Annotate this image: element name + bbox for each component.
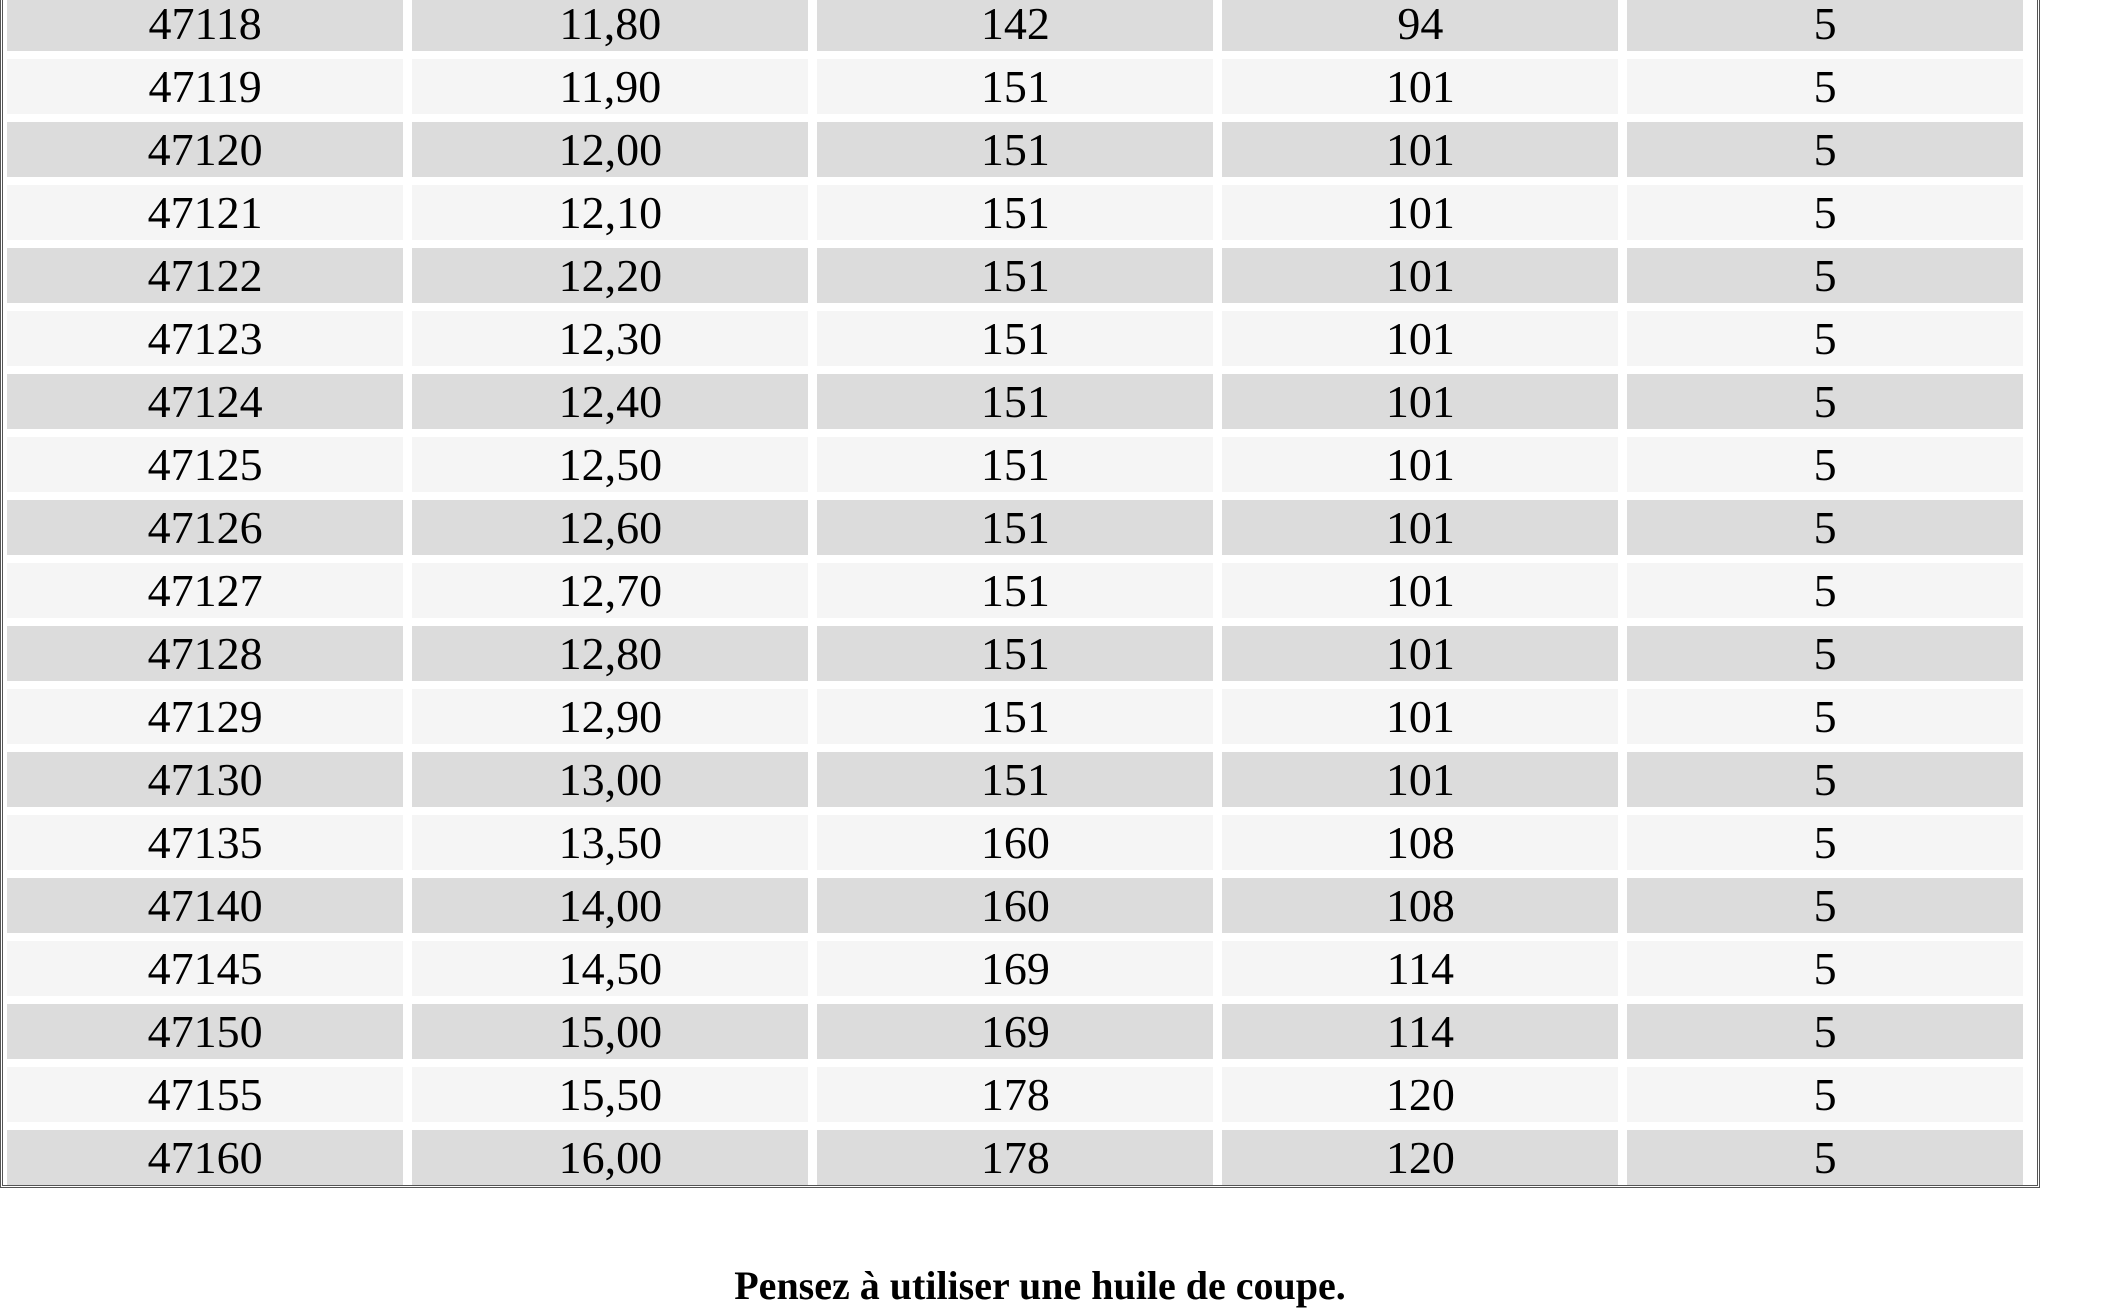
table-cell: 101 [1222,500,1618,555]
table-cell: 94 [1222,0,1618,51]
table-row [7,752,2023,807]
table-cell: 101 [1222,752,1618,807]
table-cell: 47150 [7,1004,403,1059]
table-cell: 5 [1627,815,2023,870]
table-cell: 151 [817,122,1213,177]
table-cell: 5 [1627,311,2023,366]
table-row [7,689,2023,744]
table-cell: 47135 [7,815,403,870]
table-cell: 47123 [7,311,403,366]
table-cell: 151 [817,311,1213,366]
table-cell: 5 [1627,59,2023,114]
table-cell: 114 [1222,941,1618,996]
table-cell: 160 [817,878,1213,933]
table-cell: 12,50 [412,437,808,492]
table-row [7,941,2023,996]
table-cell: 47127 [7,563,403,618]
table-cell: 101 [1222,185,1618,240]
table-cell: 151 [817,59,1213,114]
table-cell: 47125 [7,437,403,492]
table-cell: 5 [1627,374,2023,429]
table-cell: 169 [817,1004,1213,1059]
table-row [7,122,2023,177]
table-cell: 47130 [7,752,403,807]
table-row [7,311,2023,366]
table-cell: 13,50 [412,815,808,870]
table-cell: 16,00 [412,1130,808,1185]
table-cell: 5 [1627,1130,2023,1185]
table-cell: 12,80 [412,626,808,681]
table-cell: 47118 [7,0,403,51]
table-row [7,374,2023,429]
table-cell: 47155 [7,1067,403,1122]
table-cell: 47145 [7,941,403,996]
table-cell: 11,90 [412,59,808,114]
table-cell: 169 [817,941,1213,996]
table-cell: 114 [1222,1004,1618,1059]
table-cell: 142 [817,0,1213,51]
table-cell: 12,20 [412,248,808,303]
table-cell: 160 [817,815,1213,870]
table-cell: 5 [1627,248,2023,303]
table-cell: 5 [1627,1004,2023,1059]
table-cell: 12,90 [412,689,808,744]
table-cell: 101 [1222,374,1618,429]
table-row [7,0,2023,51]
table-cell: 151 [817,500,1213,555]
table-cell: 47122 [7,248,403,303]
table-cell: 12,60 [412,500,808,555]
table-cell: 5 [1627,437,2023,492]
table-cell: 5 [1627,1067,2023,1122]
table-cell: 5 [1627,563,2023,618]
table-row [7,1130,2023,1185]
data-table-body [7,0,2023,1185]
table-cell: 15,00 [412,1004,808,1059]
table-cell: 15,50 [412,1067,808,1122]
table-row [7,815,2023,870]
table-cell: 5 [1627,122,2023,177]
table-cell: 101 [1222,248,1618,303]
table-cell: 101 [1222,59,1618,114]
table-cell: 151 [817,626,1213,681]
table-cell: 47128 [7,626,403,681]
table-row [7,185,2023,240]
table-cell: 13,00 [412,752,808,807]
table-cell: 47129 [7,689,403,744]
table-cell: 101 [1222,122,1618,177]
table-row [7,500,2023,555]
table-cell: 108 [1222,878,1618,933]
table-row [7,878,2023,933]
table-cell: 101 [1222,626,1618,681]
table-row [7,437,2023,492]
table-cell: 120 [1222,1130,1618,1185]
table-cell: 12,70 [412,563,808,618]
table-cell: 151 [817,248,1213,303]
table-cell: 151 [817,185,1213,240]
table-cell: 47160 [7,1130,403,1185]
table-cell: 151 [817,752,1213,807]
table-cell: 12,40 [412,374,808,429]
table-cell: 108 [1222,815,1618,870]
table-cell: 151 [817,689,1213,744]
table-cell: 5 [1627,185,2023,240]
table-cell: 47124 [7,374,403,429]
table-cell: 5 [1627,0,2023,51]
table-cell: 5 [1627,941,2023,996]
table-cell: 5 [1627,878,2023,933]
table-cell: 47126 [7,500,403,555]
table-row [7,626,2023,681]
table-cell: 5 [1627,752,2023,807]
table-row [7,248,2023,303]
table-cell: 178 [817,1067,1213,1122]
table-cell: 14,00 [412,878,808,933]
table-cell: 47120 [7,122,403,177]
table-cell: 47140 [7,878,403,933]
table-cell: 11,80 [412,0,808,51]
table-cell: 5 [1627,500,2023,555]
table-cell: 151 [817,437,1213,492]
table-cell: 151 [817,374,1213,429]
table-cell: 5 [1627,689,2023,744]
table-cell: 101 [1222,689,1618,744]
table-row [7,563,2023,618]
table-cell: 12,10 [412,185,808,240]
table-cell: 12,00 [412,122,808,177]
table-row [7,1067,2023,1122]
table-cell: 12,30 [412,311,808,366]
table-row [7,59,2023,114]
table-cell: 47119 [7,59,403,114]
table-cell: 120 [1222,1067,1618,1122]
table-cell: 101 [1222,437,1618,492]
table-cell: 14,50 [412,941,808,996]
table-cell: 47121 [7,185,403,240]
table-row [7,1004,2023,1059]
table-cell: 101 [1222,311,1618,366]
cutting-oil-note: Pensez à utiliser une huile de coupe. [734,1263,1346,1308]
table-cell: 178 [817,1130,1213,1185]
table-cell: 101 [1222,563,1618,618]
table-cell: 151 [817,563,1213,618]
table-cell: 5 [1627,626,2023,681]
